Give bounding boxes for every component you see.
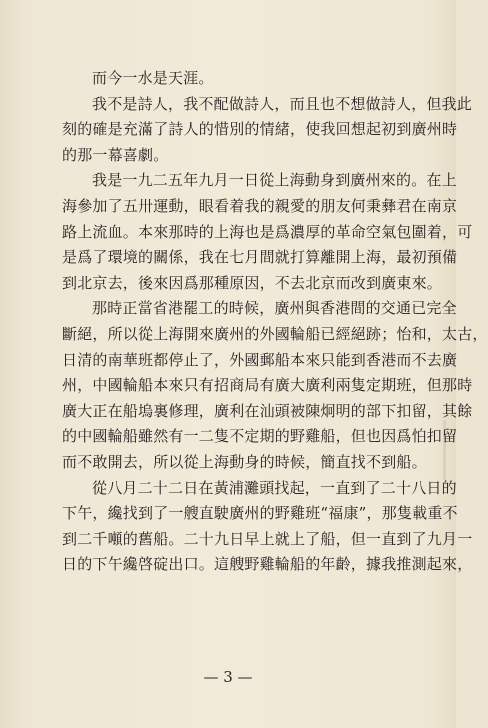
text-line: 海參加了五卅運動，眼看着我的親愛的朋友何秉彝君在南京 <box>62 196 458 215</box>
text-line: 日清的南華班都停止了，外國郵船本來只能到香港而不去廣 <box>62 350 458 369</box>
text-line: 的那一幕喜劇。 <box>62 145 169 164</box>
text-line: 到北京去，後來因爲那種原因，不去北京而改到廣東來。 <box>62 273 443 292</box>
text-line: 我是一九二五年九月一日從上海動身到廣州來的。在上 <box>92 171 457 190</box>
text-line: 而今一水是天涯。 <box>92 69 214 87</box>
body-text <box>62 66 488 578</box>
text-line: 下午，纔找到了一艘直駛廣州的野雞班“福康”，那隻載重不 <box>62 504 458 523</box>
text-line: 路上流血。本來那時的上海也是爲濃厚的革命空氣包圍着，可 <box>62 222 473 241</box>
text-line: 到二千噸的舊船。二十九日早上就上了船，但一直到了九月一 <box>62 529 473 548</box>
page-number: — 3 — <box>203 668 253 686</box>
text-line: 刻的確是充滿了詩人的惜別的情緒，使我回想起初到廣州時 <box>62 120 458 139</box>
text-line: 那時正當省港罷工的時候，廣州與香港間的交通已完全 <box>92 299 457 318</box>
text-line: 廣大正在船塢裏修理，廣利在汕頭被陳炯明的部下扣留，其餘 <box>62 401 473 420</box>
text-line: 是爲了環境的關係，我在七月間就打算離開上海，最初預備 <box>62 248 458 267</box>
text-line: 從八月二十二日在黃浦灘頭找起，一直到了二十八日的 <box>92 478 457 497</box>
text-line: 而不敢開去，所以從上海動身的時候，簡直找不到船。 <box>62 452 427 471</box>
text-line: 斷絕，所以從上海開來廣州的外國輪船已經絕跡；怡和，太古， <box>62 324 488 343</box>
text-line: 的中國輪船雖然有一二隻不定期的野雞船，但也因爲怕扣留 <box>62 427 458 446</box>
text-line: 州，中國輪船本來只有招商局有廣大廣利兩隻定期班，但那時 <box>62 376 473 395</box>
text-line: 日的下午纔啓碇出口。這艘野雞輪船的年齡，據我推測起來， <box>62 555 473 574</box>
text-line: 我不是詩人，我不配做詩人，而且也不想做詩人，但我此 <box>92 94 473 113</box>
